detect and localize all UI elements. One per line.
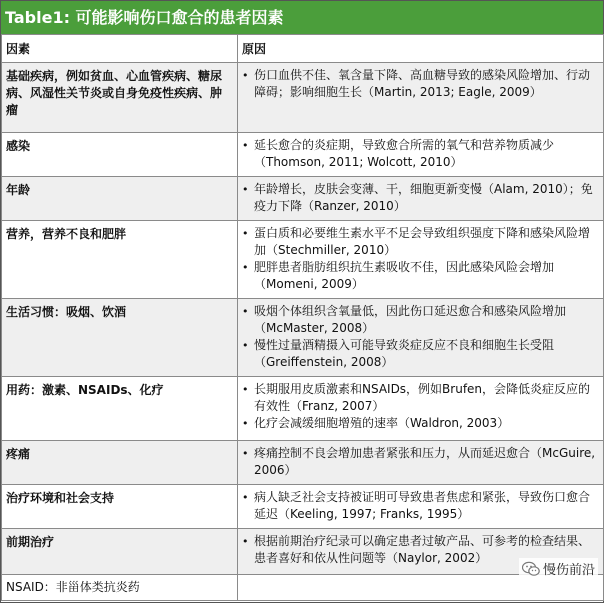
header-reason: 原因 — [238, 35, 604, 63]
reason-item — [242, 445, 599, 479]
reason-text: 长期服用皮质激素和NSAIDs，例如Brufen，会降低炎症反应的有效性（Franz, 2007） — [254, 382, 591, 413]
reason-cell — [238, 63, 604, 133]
table-row — [2, 485, 604, 529]
reason-item — [242, 337, 599, 371]
reason-item — [242, 415, 599, 432]
reason-item — [242, 489, 599, 523]
bullet-icon: • — [242, 383, 249, 396]
table-body — [2, 63, 604, 575]
factor-cell: 生活习惯：吸烟、饮酒 — [2, 299, 238, 377]
reason-cell — [238, 133, 604, 177]
bullet-icon: • — [242, 139, 249, 152]
bullet-icon: • — [242, 183, 249, 196]
table-row — [2, 221, 604, 299]
reason-text: 吸烟个体组织含氧量低，因此伤口延迟愈合和感染风险增加（McMaster, 2008） — [254, 304, 567, 335]
factor-cell: 感染 — [2, 133, 238, 177]
footnote: NSAID：非甾体类抗炎药 — [2, 575, 238, 601]
header-factor: 因素 — [2, 35, 238, 63]
reason-text: 肥胖患者脂肪组织抗生素吸收不佳，因此感染风险会增加（Momeni, 2009） — [254, 260, 555, 291]
table-row — [2, 377, 604, 441]
bullet-icon: • — [242, 535, 249, 548]
reason-text: 延长愈合的炎症期，导致愈合所需的氧气和营养物质减少（Thomson, 2011; Wolcott, 2010） — [254, 138, 555, 169]
factor-cell: 年龄 — [2, 177, 238, 221]
reason-item — [242, 381, 599, 415]
bullet-icon: • — [242, 491, 249, 504]
factors-table — [1, 34, 604, 601]
wechat-icon — [522, 561, 540, 577]
bullet-icon: • — [242, 447, 249, 460]
reason-text: 疼痛控制不良会增加患者紧张和压力，从而延迟愈合（McGuire, 2006） — [254, 446, 596, 477]
reason-item — [242, 303, 599, 337]
reason-text: 蛋白质和必要维生素水平不足会导致组织强度下降和感染风险增加（Stechmiller, 2010） — [254, 226, 591, 257]
factor-cell: 基础疾病，例如贫血、心血管疾病、糖尿病、风湿性关节炎或自身免疫性疾病、肿瘤 — [2, 63, 238, 133]
reason-cell — [238, 221, 604, 299]
reason-item — [242, 137, 599, 171]
table-row — [2, 441, 604, 485]
factor-cell: 营养，营养不良和肥胖 — [2, 221, 238, 299]
reason-text: 年龄增长，皮肤会变薄、干，细胞更新变慢（Alam, 2010）；免疫力下降（Ranzer, 2010） — [254, 182, 593, 213]
reason-item — [242, 225, 599, 259]
reason-cell — [238, 299, 604, 377]
factor-cell: 治疗环境和社会支持 — [2, 485, 238, 529]
bullet-icon: • — [242, 417, 249, 430]
table-row — [2, 299, 604, 377]
table-row — [2, 529, 604, 575]
factor-cell: 前期治疗 — [2, 529, 238, 575]
reason-item — [242, 67, 599, 101]
reason-text: 化疗会减缓细胞增殖的速率（Waldron, 2003） — [254, 416, 510, 430]
reason-text: 慢性过量酒精摄入可能导致炎症反应不良和细胞生长受阻（Greiffenstein, 2008） — [254, 338, 555, 369]
table-header-row — [2, 35, 604, 63]
watermark — [519, 558, 598, 579]
table-row — [2, 177, 604, 221]
bullet-icon: • — [242, 69, 249, 82]
bullet-icon: • — [242, 339, 249, 352]
reason-cell — [238, 177, 604, 221]
reason-cell — [238, 377, 604, 441]
reason-item — [242, 259, 599, 293]
footnote-row — [2, 575, 604, 601]
bullet-icon: • — [242, 261, 249, 274]
bullet-icon: • — [242, 305, 249, 318]
reason-cell — [238, 485, 604, 529]
table-row — [2, 133, 604, 177]
reason-text: 病人缺乏社会支持被证明可导致患者焦虑和紧张，导致伤口愈合延迟（Keeling, 1997; Franks, 1995） — [254, 490, 591, 521]
table-row — [2, 63, 604, 133]
reason-item — [242, 181, 599, 215]
reason-text: 根据前期治疗纪录可以确定患者过敏产品、可参考的检查结果、患者喜好和依从性问题等（Naylor, 2002） — [254, 534, 591, 565]
table-title: Table1: 可能影响伤口愈合的患者因素 — [1, 1, 603, 34]
watermark-text: 慢伤前沿 — [542, 563, 595, 578]
bullet-icon: • — [242, 227, 249, 240]
factor-cell: 用药：激素、NSAIDs、化疗 — [2, 377, 238, 441]
factor-cell: 疼痛 — [2, 441, 238, 485]
reason-text: 伤口血供不佳、氧含量下降、高血糖导致的感染风险增加、行动障碍；影响细胞生长（Martin, 2013; Eagle, 2009） — [254, 68, 591, 99]
reason-cell — [238, 441, 604, 485]
